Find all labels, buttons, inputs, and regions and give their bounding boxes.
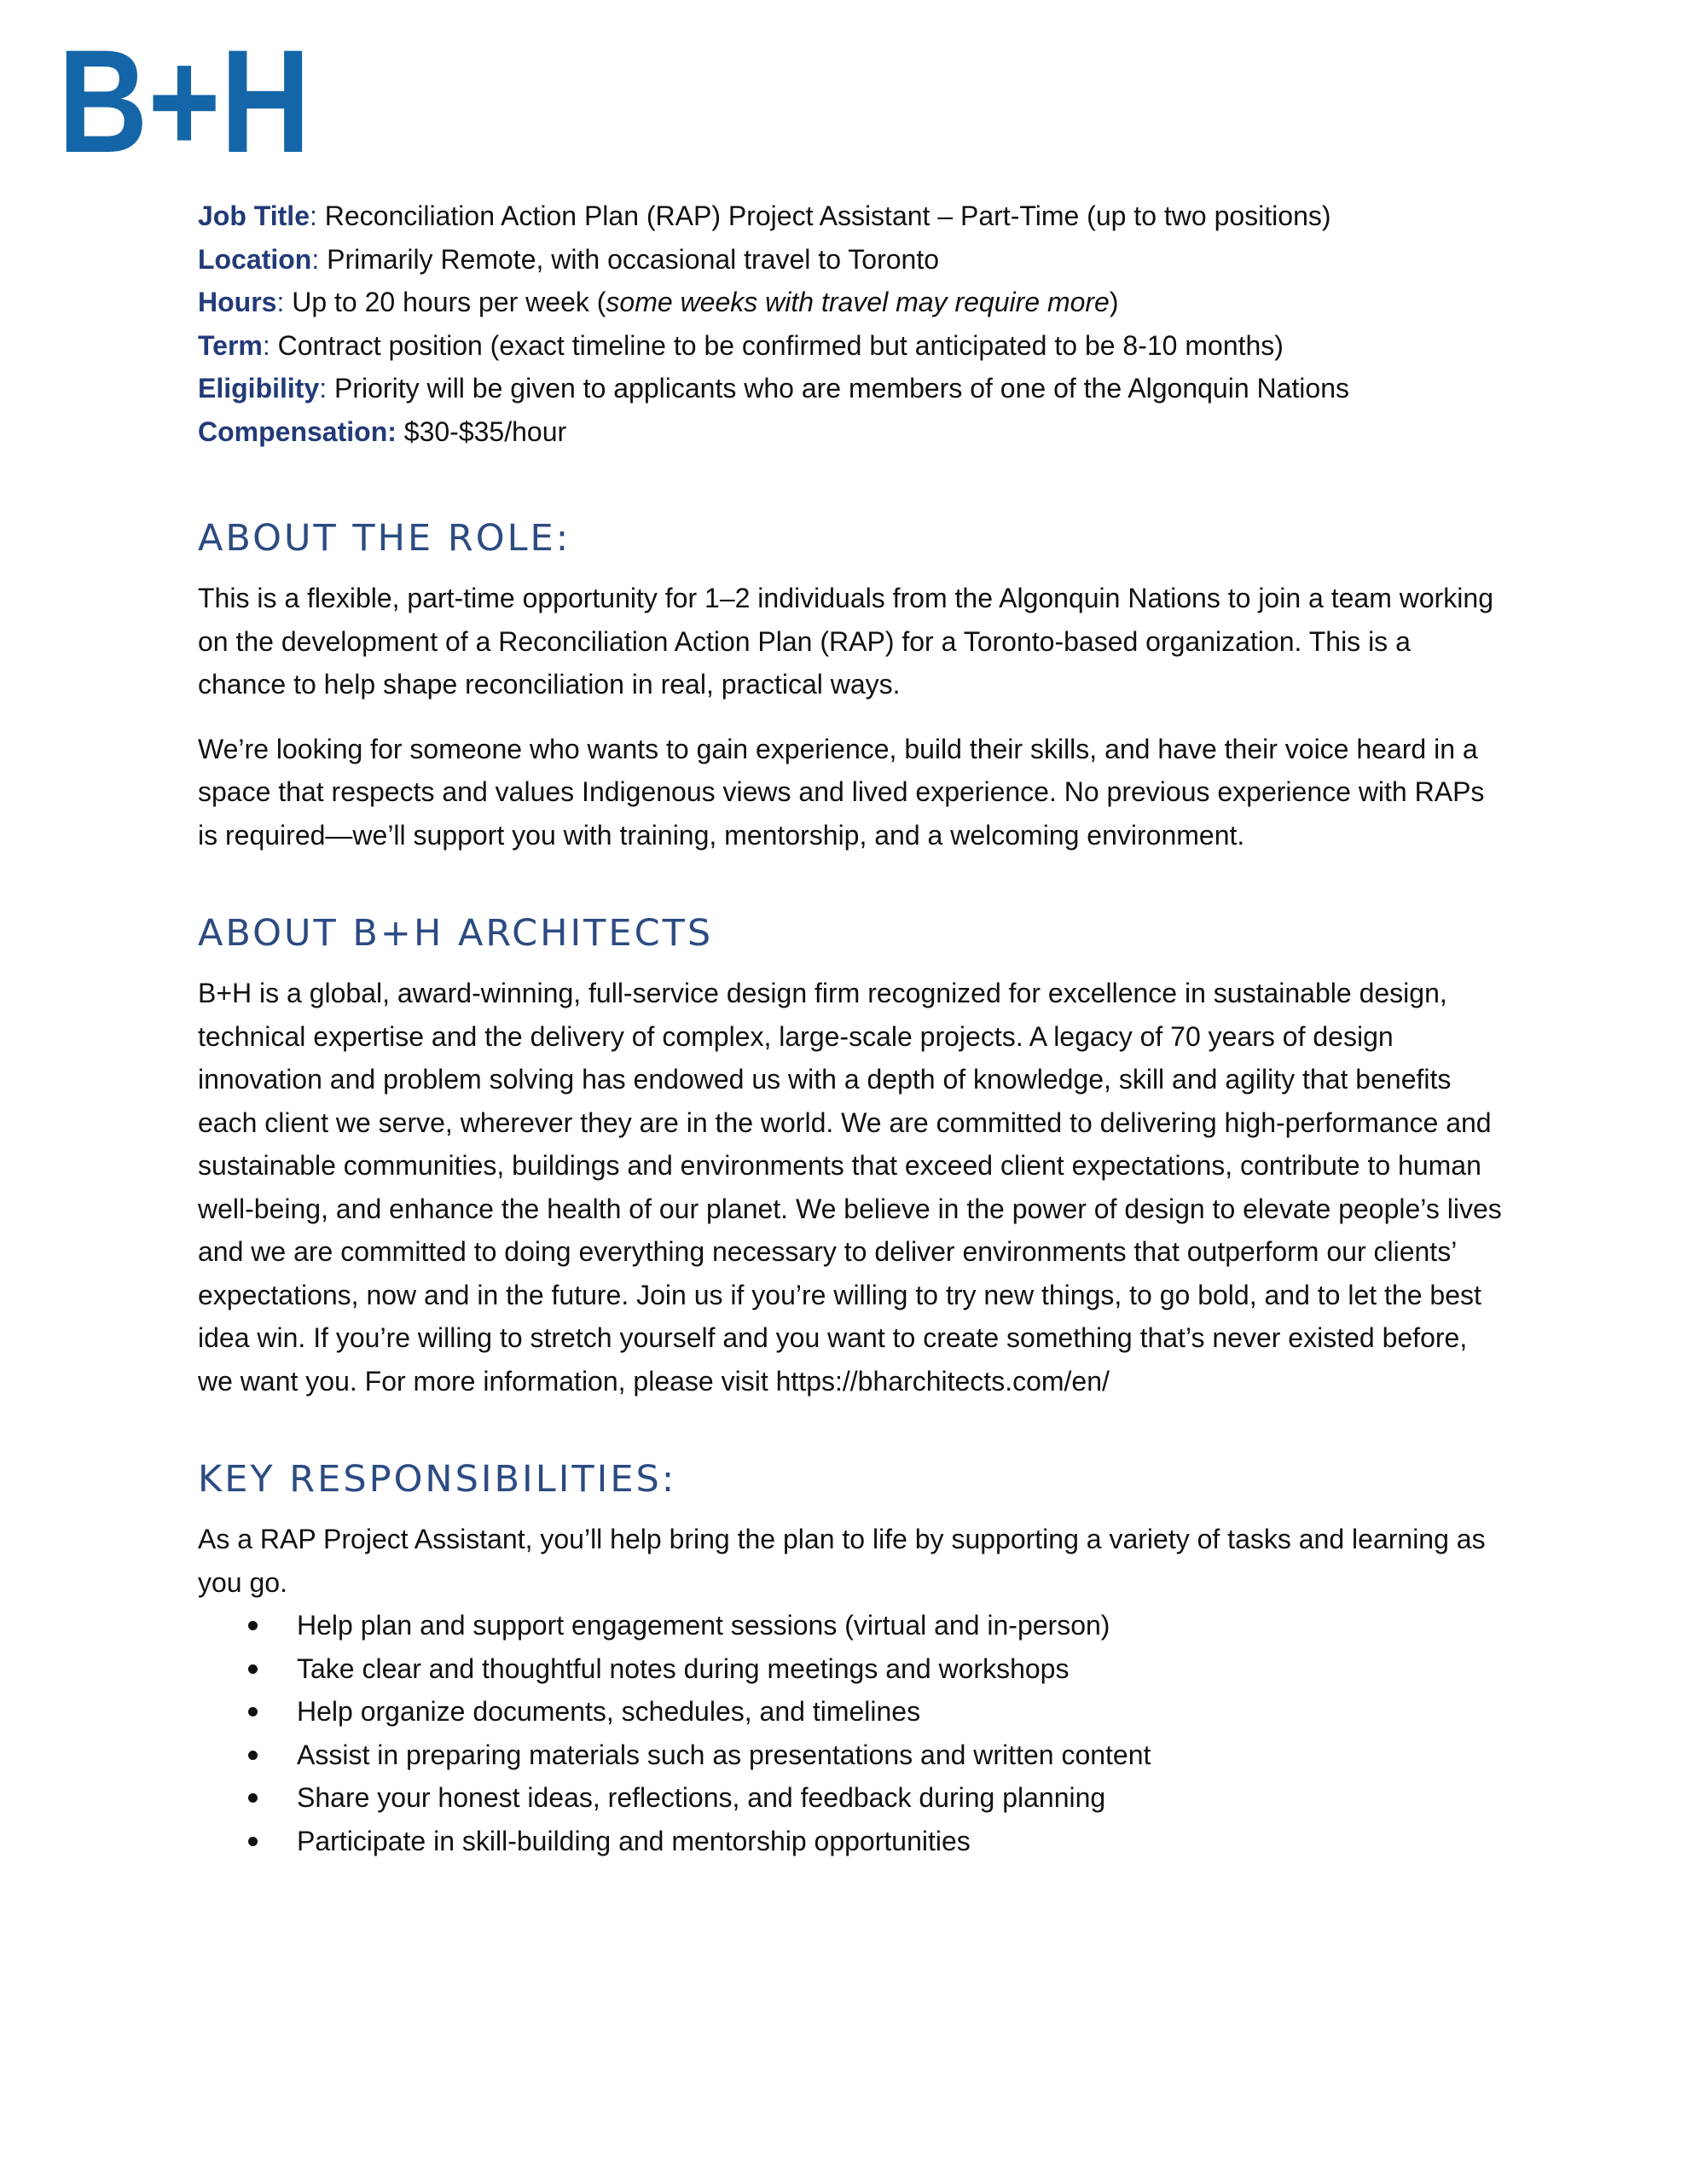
list-item: Participate in skill-building and mentorship opportunities [198, 1820, 1503, 1863]
bullet-icon [248, 1707, 258, 1716]
detail-value: $30-$35/hour [396, 415, 567, 447]
job-details [198, 195, 1503, 453]
detail-eligibility: Eligibility: Priority will be given to applicants who are members of one of the Algonquin Nations [198, 373, 1349, 404]
detail-job-title: Job Title: Reconciliation Action Plan (RAP) Project Assistant – Part-Time (up to two positions) [198, 200, 1331, 231]
detail-label: Compensation: [198, 415, 397, 447]
list-item: Help plan and support engagement sessions (virtual and in-person) [198, 1604, 1503, 1647]
detail-label: Location [198, 243, 312, 275]
detail-label: Hours [198, 287, 277, 317]
detail-hours: Hours: Up to 20 hours per week (some weeks with travel may require more) [198, 287, 1119, 317]
bullet-icon [248, 1621, 258, 1630]
document-body [198, 195, 1503, 1862]
bullet-icon [248, 1837, 258, 1846]
heading-about-role: ABOUT THE ROLE: [198, 517, 571, 560]
list-item: Assist in preparing materials such as presentations and written content [198, 1734, 1503, 1777]
detail-value: Priority will be given to applicants who are members of one of the Algonquin Nations [327, 373, 1349, 404]
bh-logo [58, 20, 310, 183]
heading-responsibilities: KEY RESPONSIBILITIES: [198, 1458, 677, 1501]
responsibilities-list [198, 1604, 1503, 1862]
detail-value: Contract position (exact timeline to be confirmed but anticipated to be 8-10 months) [270, 329, 1284, 361]
detail-location: Location: Primarily Remote, with occasional travel to Toronto [198, 243, 940, 275]
svg-text:B+H: B+H [58, 20, 310, 183]
detail-label: Job Title [198, 200, 310, 231]
bullet-icon [248, 1664, 258, 1674]
about-role-paragraph-1: This is a flexible, part-time opportunity for 1–2 individuals from the Algonquin Nations to join a team working on the development of a Reconciliation Action Plan (RAP) for a Toronto-based organization. This is a chance to help shape reconciliation in real, practical ways. [198, 583, 1493, 700]
detail-value: Primarily Remote, with occasional travel to Toronto [319, 243, 940, 275]
detail-compensation [198, 410, 1503, 454]
list-item: Take clear and thoughtful notes during meetings and workshops [198, 1647, 1503, 1691]
detail-value-italic: some weeks with travel may require more [606, 287, 1110, 317]
detail-label: Eligibility [198, 373, 320, 404]
detail-label: Term [198, 329, 263, 361]
list-item: Share your honest ideas, reflections, and feedback during planning [198, 1776, 1503, 1820]
detail-term: Term: Contract position (exact timeline to be confirmed but anticipated to be 8-10 months) [198, 329, 1284, 361]
bullet-icon [248, 1751, 258, 1760]
about-firm-paragraph: B+H is a global, award-winning, full-service design firm recognized for excellence in sustainable design, technical expertise and the delivery of complex, large-scale projects. A legacy of 70 years of design innovation and problem solving has endowed us with a depth of knowledge, skill and agility that benefits each client we serve, wherever they are in the world. We are committed to delivering high-performance and sustainable communities, buildings and environments that exceed client expectations, contribute to human well-being, and enhance the health of our planet. We believe in the power of design to elevate people’s lives and we are committed to doing everything necessary to deliver environments that outperform our clients’ expectations, now and in the future. Join us if you’re willing to try new things, to go bold, and to let the best idea win. If you’re willing to stretch yourself and you want to create something that’s never existed before, we want you. For more information, please visit https://bharchitects.com/en/ [198, 978, 1502, 1397]
detail-value: Up to 20 hours per week ( [284, 287, 606, 317]
heading-about-firm: ABOUT B+H ARCHITECTS [198, 912, 714, 955]
responsibilities-intro: As a RAP Project Assistant, you’ll help bring the plan to life by supporting a variety of tasks and learning as you go. [198, 1524, 1486, 1598]
list-item: Help organize documents, schedules, and timelines [198, 1690, 1503, 1734]
about-role-paragraph-2: We’re looking for someone who wants to gain experience, build their skills, and have their voice heard in a space that respects and values Indigenous views and lived experience. No previous experience with RAPs is required—we’ll support you with training, mentorship, and a welcoming environment. [198, 733, 1485, 851]
detail-value: Reconciliation Action Plan (RAP) Project Assistant – Part-Time (up to two positions) [316, 200, 1331, 231]
bullet-icon [248, 1793, 258, 1803]
